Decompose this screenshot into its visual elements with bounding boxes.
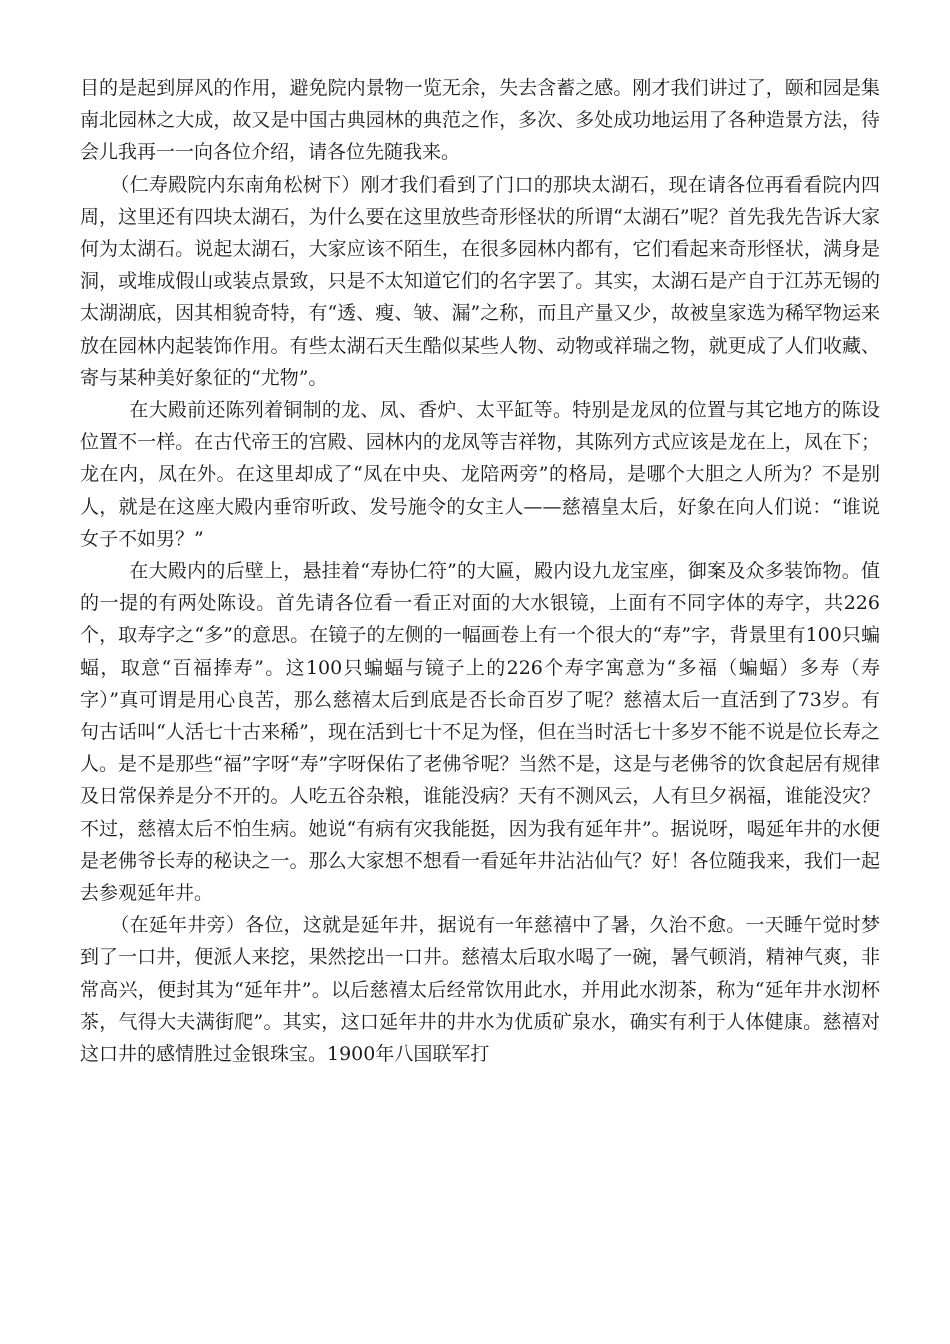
paragraph-5: （在延年井旁）各位，这就是延年井，据说有一年慈禧中了暑，久治不愈。一天睡午觉时梦到了一口井，便派人来挖，果然挖出一口井。慈禧太后取水喝了一碗，暑气顿消，精神气爽，非常高兴，便封其为“延年井”。以后慈禧太后经常饮用此水，并用此水沏茶，称为“延年井水沏杯茶，气得大夫满街爬”。其实，这口延年井的井水为优质矿泉水，确实有利于人体健康。慈禧对这口井的感情胜过金银珠宝。1900年八国联军打 <box>80 914 880 1066</box>
document-page <box>80 72 880 1070</box>
paragraph-3: 在大殿前还陈列着铜制的龙、凤、香炉、太平缸等。特别是龙凤的位置与其它地方的陈设位置不一样。在古代帝王的宫殿、园林内的龙凤等吉祥物，其陈列方式应该是龙在上，凤在下；龙在内，凤在外。在这里却成了“凤在中央、龙陪两旁”的格局，是哪个大胆之人所为？不是别人，就是在这座大殿内垂帘听政、发号施令的女主人——慈禧皇太后，好象在向人们说：“谁说女子不如男？” <box>80 399 880 550</box>
paragraph-4: 在大殿内的后壁上，悬挂着“寿协仁符”的大匾，殿内设九龙宝座，御案及众多装饰物。值的一提的有两处陈设。首先请各位看一看正对面的大水银镜，上面有不同字体的寿字，共226个，取寿字之“多”的意思。在镜子的左侧的一幅画卷上有一个很大的“寿”字，背景里有100只蝙蝠，取意“百福捧寿”。这100只蝙蝠与镜子上的226个寿字寓意为“多福（蝙蝠）多寿（寿字）”真可谓是用心良苦，那么慈禧太后到底是否长命百岁了呢？慈禧太后一直活到了73岁。有句古话叫“人活七十古来稀”，现在活到七十不足为怪，但在当时活七十多岁不能不说是位长寿之人。是不是那些“福”字呀“寿”字呀保佑了老佛爷呢？当然不是，这是与老佛爷的饮食起居有规律及日常保养是分不开的。人吃五谷杂粮，谁能没病？天有不测风云，人有旦夕祸福，谁能没灾？不过，慈禧太后不怕生病。她说“有病有灾我能挺，因为我有延年井”。据说呀，喝延年井的水便是老佛爷长寿的秘诀之一。那么大家想不想看一看延年井沾沾仙气？好！各位随我来，我们一起去参观延年井。 <box>80 560 880 905</box>
paragraph-1: 目的是起到屏风的作用，避免院内景物一览无余，失去含蓄之感。刚才我们讲过了，颐和园是集南北园林之大成，故又是中国古典园林的典范之作，多次、多处成功地运用了各种造景方法，待会儿我再一一向各位介绍，请各位先随我来。 <box>80 77 880 164</box>
paragraph-2: （仁寿殿院内东南角松树下）刚才我们看到了门口的那块太湖石，现在请各位再看看院内四周，这里还有四块太湖石，为什么要在这里放些奇形怪状的所谓“太湖石”呢？首先我先告诉大家何为太湖石。说起太湖石，大家应该不陌生，在很多园林内都有，它们看起来奇形怪状，满身是洞，或堆成假山或装点景致，只是不太知道它们的名字罢了。其实，太湖石是产自于江苏无锡的太湖湖底，因其相貌奇特，有“透、瘦、皱、漏”之称，而且产量又少，故被皇家选为稀罕物运来放在园林内起装饰作用。有些太湖石天生酷似某些人物、动物或祥瑞之物，就更成了人们收藏、寄与某种美好象征的“尤物”。 <box>80 173 880 389</box>
